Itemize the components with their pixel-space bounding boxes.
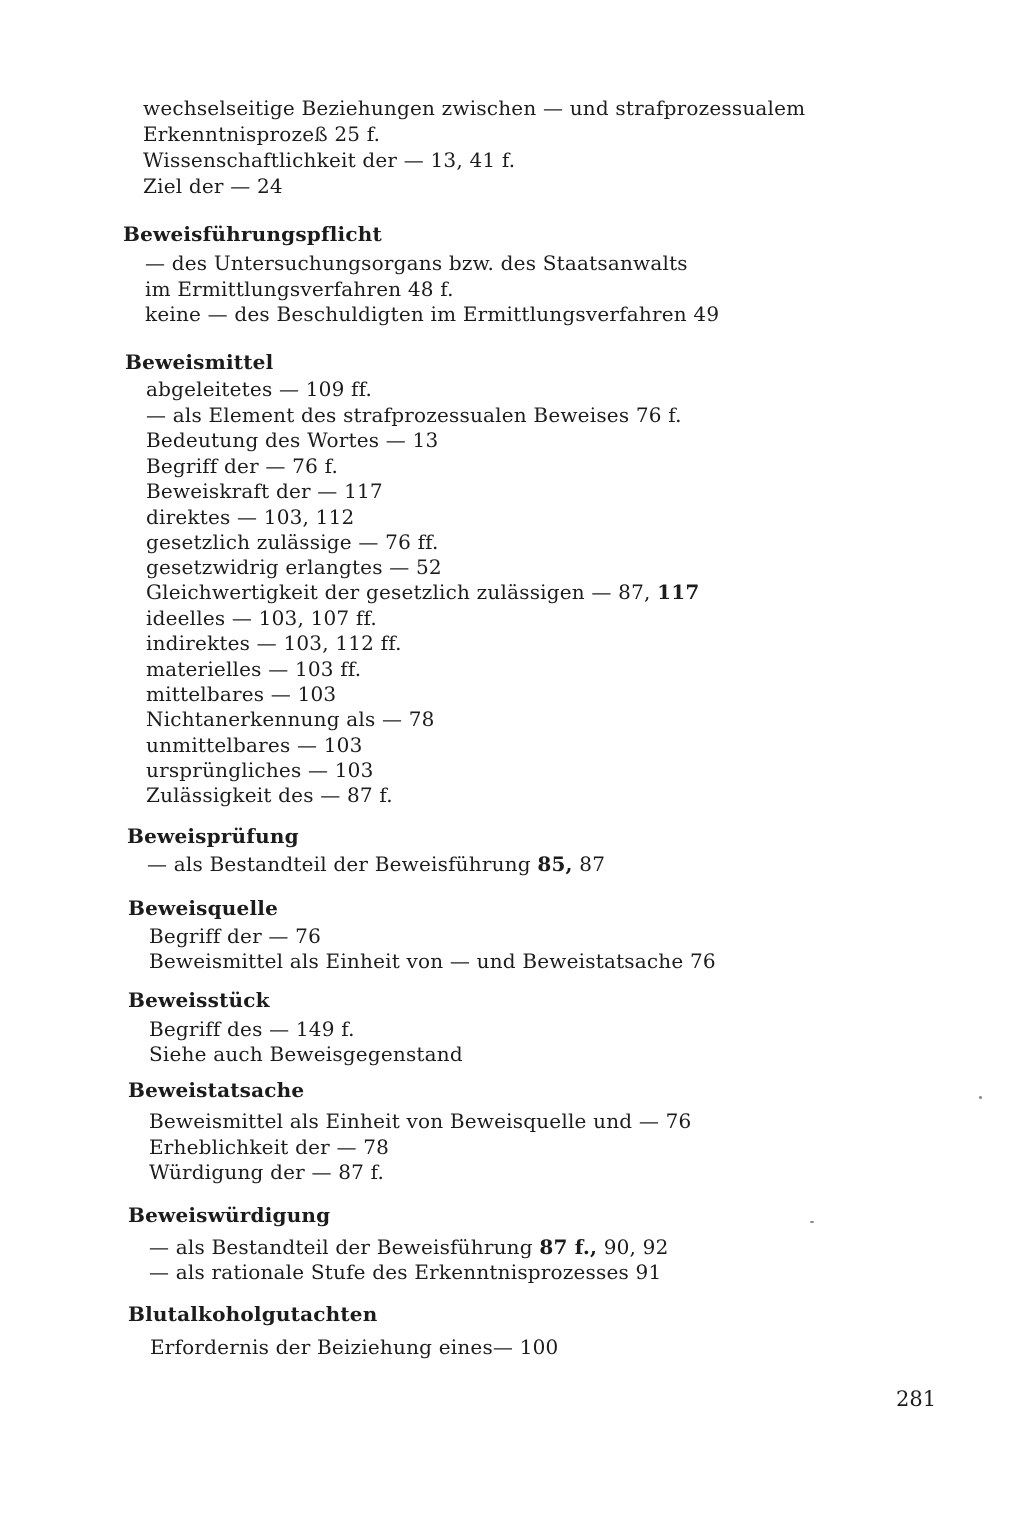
index-entry: ideelles — 103, 107 ff. — [146, 606, 377, 630]
index-entry: gesetzlich zulässige — 76 ff. — [146, 530, 439, 554]
index-entry: Beweiskraft der — 117 — [146, 479, 383, 503]
index-entry: Erfordernis der Beiziehung eines— 100 — [150, 1335, 559, 1359]
index-entry: mittelbares — 103 — [146, 682, 337, 706]
index-entry: Zulässigkeit des — 87 f. — [146, 783, 393, 807]
index-entry: — als Element des strafprozessualen Beweises 76 f. — [146, 403, 682, 427]
scan-speck — [810, 1221, 814, 1223]
index-entry: Bedeutung des Wortes — 13 — [146, 428, 439, 452]
index-entry: Würdigung der — 87 f. — [149, 1160, 385, 1184]
index-heading: Beweistatsache — [128, 1078, 305, 1102]
bold-page-ref: 87 f., — [539, 1235, 598, 1259]
entry-text: — als Bestandteil der Beweisführung — [149, 1235, 540, 1259]
index-entry: materielles — 103 ff. — [146, 657, 362, 681]
bold-page-ref: 117 — [657, 580, 700, 604]
index-heading: Beweisquelle — [128, 896, 278, 920]
index-heading: Beweiswürdigung — [128, 1203, 331, 1227]
index-heading: Beweisführungspflicht — [123, 222, 382, 246]
entry-text: 90, 92 — [597, 1235, 669, 1259]
index-entry: Nichtanerkennung als — 78 — [146, 707, 435, 731]
index-entry: im Ermittlungsverfahren 48 f. — [145, 277, 454, 301]
index-entry: gesetzwidrig erlangtes — 52 — [146, 555, 442, 579]
index-heading: Beweisprüfung — [127, 824, 299, 848]
index-heading: Beweisstück — [128, 988, 270, 1012]
index-entry — [149, 1235, 669, 1259]
entry-text: — als Bestandteil der Beweisführung — [147, 852, 538, 876]
entry-text: 87 — [572, 852, 606, 876]
index-entry: Siehe auch Beweisgegenstand — [149, 1042, 463, 1066]
index-entry: Begriff des — 149 f. — [149, 1017, 355, 1041]
index-entry: abgeleitetes — 109 ff. — [146, 377, 373, 401]
entry-text: Gleichwertigkeit der gesetzlich zulässigen — 87, — [146, 580, 658, 604]
index-entry: ursprüngliches — 103 — [146, 758, 374, 782]
index-entry: Beweismittel als Einheit von Beweisquelle und — 76 — [149, 1109, 692, 1133]
page-number: 281 — [896, 1387, 937, 1411]
index-entry: Begriff der — 76 f. — [146, 454, 339, 478]
index-entry — [147, 852, 605, 876]
index-entry: keine — des Beschuldigten im Ermittlungsverfahren 49 — [145, 302, 720, 326]
index-entry: — des Untersuchungsorgans bzw. des Staatsanwalts — [145, 251, 688, 275]
index-entry: Erheblichkeit der — 78 — [149, 1135, 390, 1159]
scan-speck — [979, 1096, 982, 1099]
index-entry: indirektes — 103, 112 ff. — [146, 631, 402, 655]
index-entry — [146, 580, 700, 604]
index-entry: unmittelbares — 103 — [146, 733, 363, 757]
bold-page-ref: 85, — [537, 852, 573, 876]
index-entry: Ziel der — 24 — [143, 174, 283, 198]
index-entry: Wissenschaftlichkeit der — 13, 41 f. — [143, 148, 516, 172]
index-entry: wechselseitige Beziehungen zwischen — und strafprozessualem — [143, 96, 806, 120]
index-entry: Erkenntnisprozeß 25 f. — [143, 122, 381, 146]
index-entry: — als rationale Stufe des Erkenntnisprozesses 91 — [149, 1260, 662, 1284]
index-entry: direktes — 103, 112 — [146, 505, 355, 529]
index-entry: Begriff der — 76 — [149, 924, 322, 948]
index-heading: Blutalkoholgutachten — [128, 1302, 378, 1326]
index-heading: Beweismittel — [125, 350, 274, 374]
index-entry: Beweismittel als Einheit von — und Beweistatsache 76 — [149, 949, 716, 973]
